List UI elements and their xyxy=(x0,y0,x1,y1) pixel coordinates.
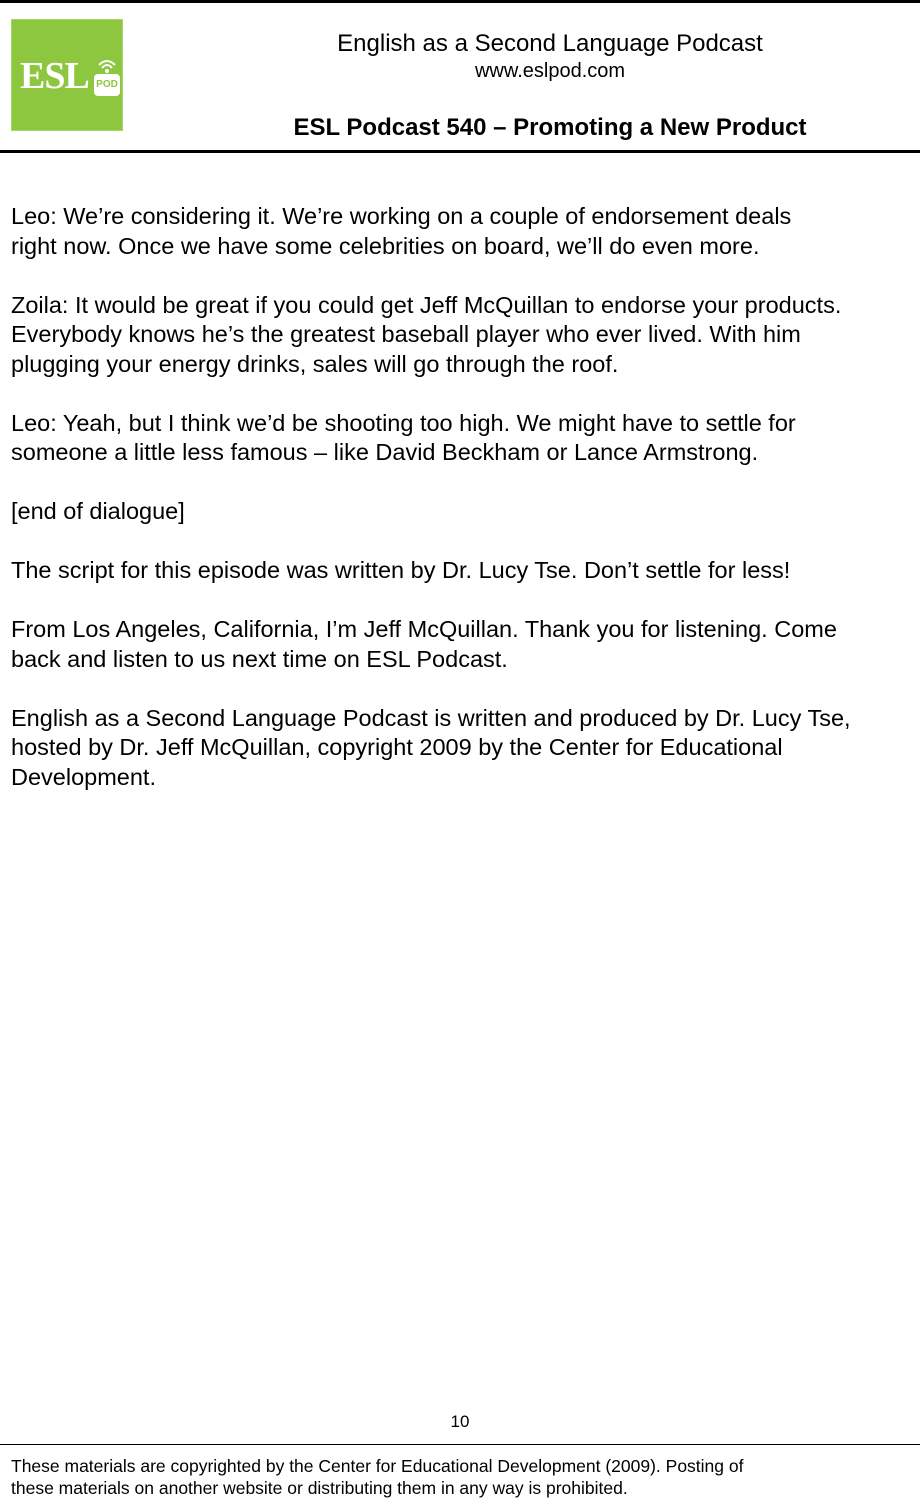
text-line: back and listen to us next time on ESL Podcast. xyxy=(11,645,508,672)
site-url: www.eslpod.com xyxy=(474,60,626,82)
text-line: English as a Second Language Podcast is written and produced by Dr. Lucy Tse, xyxy=(11,704,851,731)
text-line: Zoila: It would be great if you could get Jeff McQuillan to endorse your products. xyxy=(11,291,842,318)
text-line: plugging your energy drinks, sales will go through the roof. xyxy=(11,350,619,377)
footer-line: These materials are copyrighted by the Center for Educational Development (2009). Posting of xyxy=(11,1456,744,1476)
broadcast-icon xyxy=(97,58,117,74)
paragraph-leo-yeah xyxy=(11,409,916,468)
paragraph-script-credit xyxy=(11,556,916,586)
eslpod-logo xyxy=(11,19,123,131)
logo-pod-badge: POD xyxy=(94,74,120,96)
text-line: right now. Once we have some celebrities on board, we’ll do even more. xyxy=(11,232,760,259)
paragraph-end-of-dialogue xyxy=(11,497,916,527)
paragraph-leo-considering xyxy=(11,202,916,261)
transcript-body xyxy=(11,202,916,822)
text-line: Leo: Yeah, but I think we’d be shooting too high. We might have to settle for xyxy=(11,409,796,436)
text-line: From Los Angeles, California, I’m Jeff McQuillan. Thank you for listening. Come xyxy=(11,616,837,642)
paragraph-zoila xyxy=(11,291,916,380)
site-title: English as a Second Language Podcast xyxy=(337,30,763,57)
text-line: [end of dialogue] xyxy=(11,498,185,524)
text-line: someone a little less famous – like David Beckham or Lance Armstrong. xyxy=(11,439,759,465)
text-line: hosted by Dr. Jeff McQuillan, copyright 2009 by the Center for Educational xyxy=(11,734,783,760)
text-line: Development. xyxy=(11,763,156,790)
text-line: The script for this episode was written by Dr. Lucy Tse. Don’t settle for less! xyxy=(11,557,791,583)
page-number: 10 xyxy=(450,1412,470,1431)
footer-rule xyxy=(0,1444,920,1445)
logo-text: ESL xyxy=(20,55,89,97)
footer-line: these materials on another website or distributing them in any way is prohibited. xyxy=(11,1478,628,1498)
episode-title: ESL Podcast 540 – Promoting a New Product xyxy=(293,114,807,141)
text-line: Leo: We’re considering it. We’re working on a couple of endorsement deals xyxy=(11,203,792,229)
paragraph-sign-off xyxy=(11,615,916,674)
header-rule xyxy=(0,150,920,153)
paragraph-production-credit xyxy=(11,704,916,793)
text-line: Everybody knows he’s the greatest baseball player who ever lived. With him xyxy=(11,321,801,347)
copyright-footer xyxy=(11,1455,911,1499)
top-rule xyxy=(0,0,920,3)
